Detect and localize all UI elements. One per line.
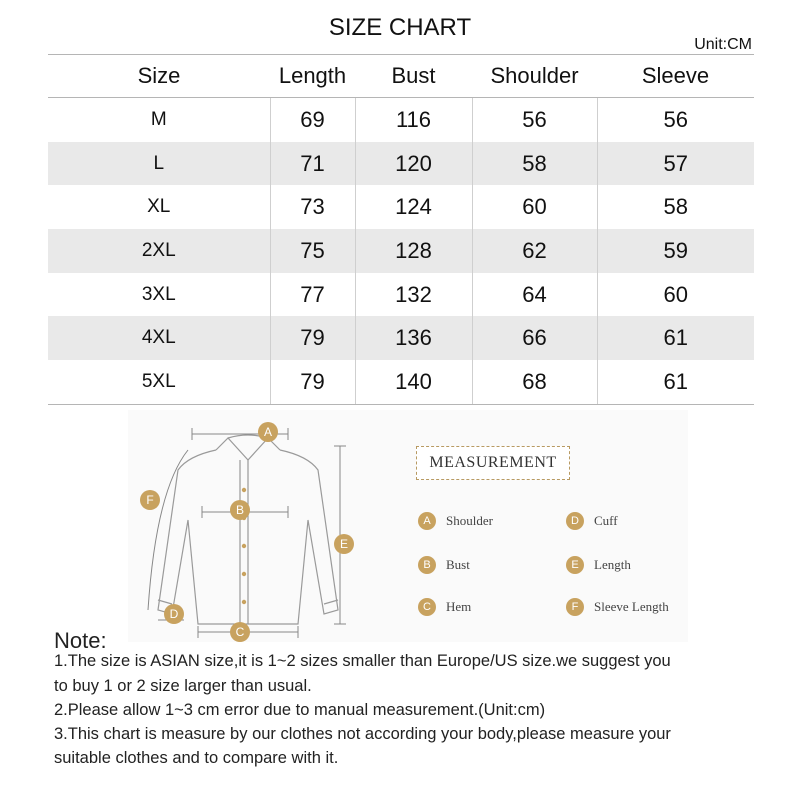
table-row [48,273,754,317]
cell-shoulder: 56 [472,98,597,142]
cell-shoulder: 66 [472,316,597,360]
cell-sleeve: 58 [663,194,688,220]
cell-bust: 128 [355,229,472,273]
cell-size: 4XL [48,316,270,360]
marker-e-label: E [339,537,349,551]
cell-sleeve: 61 [597,316,754,360]
table-row [48,98,754,142]
badge-c-icon: C [418,598,436,616]
legend-label: Length [594,557,631,572]
cell-length: 75 [270,229,355,273]
cell-shoulder: 62 [472,229,597,273]
marker-f-label: F [146,493,154,507]
cell-shoulder: 64 [472,273,597,317]
page-title: SIZE CHART [328,14,472,41]
badge-b-icon: B [418,556,436,574]
cell-bust: 140 [355,360,472,404]
marker-b-label: B [235,503,245,517]
cell-bust: 116 [355,98,472,142]
header-size: Size [48,55,270,98]
cell-bust: 136 [355,316,472,360]
table-header-row [48,55,754,98]
badge-e-icon: E [566,556,584,574]
table-row [48,142,754,186]
size-table [48,54,754,405]
cell-bust: 124 [355,185,472,229]
legend-item-hem [418,598,471,616]
cell-size: XL [48,185,270,229]
cell-shoulder: 60 [472,185,597,229]
cell-sleeve: 59 [597,229,754,273]
legend-label: Sleeve Length [594,599,669,614]
cell-bust: 132 [355,273,472,317]
measurement-title: MEASUREMENT [416,446,570,480]
table-row [48,360,754,404]
header-shoulder: Shoulder [472,55,597,98]
cell-length: 73 [270,185,355,229]
cell-size: 2XL [48,229,270,273]
cell-length: 71 [270,142,355,186]
legend-item-length [566,556,631,574]
table-row [48,229,754,273]
note-line: to buy 1 or 2 size larger than usual. [54,677,312,695]
legend-item-cuff [566,512,618,530]
header-sleeve: Sleeve [597,55,754,98]
legend-label: Cuff [594,513,618,528]
badge-f-icon: F [566,598,584,616]
legend-item-bust [418,556,470,574]
badge-d-icon: D [566,512,584,530]
table-row [48,316,754,360]
cell-sleeve: 56 [663,106,688,132]
cell-shoulder: 58 [472,142,597,186]
cell-length: 79 [270,316,355,360]
legend-label: Shoulder [446,513,493,528]
cell-size: 5XL [48,360,270,404]
cell-size: 3XL [48,273,270,317]
cell-bust: 120 [355,142,472,186]
header-bust: Bust [355,55,472,98]
marker-d-label: D [169,607,179,621]
legend-label: Bust [446,557,470,572]
legend-item-shoulder [418,512,493,530]
cell-size: M [48,98,270,142]
note-line: suitable clothes and to compare with it. [54,749,339,767]
unit-label: Unit:CM [694,36,752,53]
legend-item-sleeve-length [566,598,669,616]
note-line: 1.The size is ASIAN size,it is 1~2 sizes smaller than Europe/US size.we suggest you [54,652,671,670]
cell-sleeve: 60 [663,281,688,307]
table-row [48,185,754,229]
cell-sleeve: 61 [597,360,754,404]
header-length: Length [270,55,355,98]
legend-label: Hem [446,599,472,614]
cell-length: 69 [270,98,355,142]
cell-size: L [48,142,270,186]
badge-a-icon: A [418,512,436,530]
note-line: 3.This chart is measure by our clothes not according your body,please measure your [54,725,671,743]
note-line: 2.Please allow 1~3 cm error due to manual measurement.(Unit:cm) [54,701,546,719]
cell-length: 79 [270,360,355,404]
cell-sleeve: 57 [597,142,754,186]
marker-c-label: C [235,625,245,639]
cell-length: 77 [270,273,355,317]
cell-shoulder: 68 [472,360,597,404]
marker-a-label: A [263,425,273,439]
note-title: Note: [54,628,107,653]
